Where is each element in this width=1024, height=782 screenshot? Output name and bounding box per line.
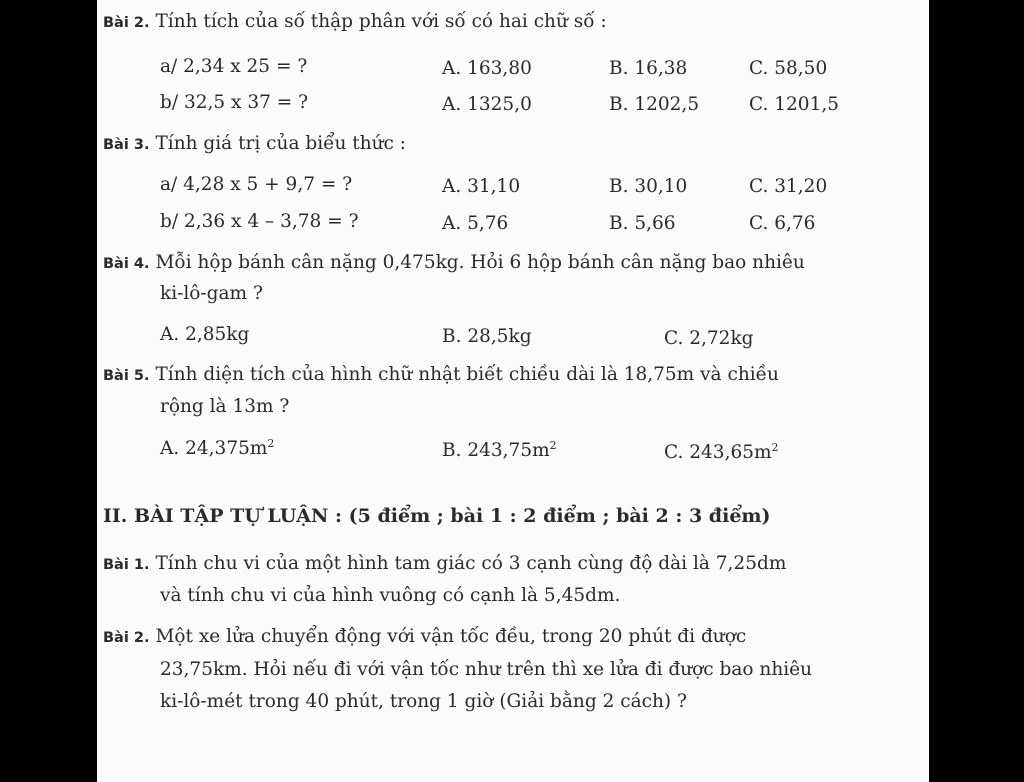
bai4-question-line1 [103, 252, 805, 275]
bai5-option-b-value: B. 243,75m [442, 440, 550, 461]
tl2-label: Bài 2. [103, 630, 150, 646]
bai2-expr-a: a/ 2,34 x 25 = ? [160, 56, 308, 77]
bai5-text: Tính diện tích của hình chữ nhật biết chiều dài là 18,75m và chiều [155, 364, 779, 385]
tl1-label: Bài 1. [103, 557, 150, 573]
bai5-option-c [664, 442, 779, 464]
tl2-question-line2: 23,75km. Hỏi nếu đi với vận tốc như trên thì xe lửa đi được bao nhiêu [160, 659, 813, 680]
bai3-question [103, 133, 406, 156]
tl2-question-line3: ki-lô-mét trong 40 phút, trong 1 giờ (Giải bằng 2 cách) ? [160, 691, 687, 712]
bai4-option-b: B. 28,5kg [442, 326, 532, 347]
bai2a-option-a: A. 163,80 [442, 58, 532, 79]
bai3b-option-b: B. 5,66 [609, 213, 676, 234]
bai5-label: Bài 5. [103, 368, 150, 384]
bai2-expr-b: b/ 32,5 x 37 = ? [160, 92, 309, 113]
bai2b-option-a: A. 1325,0 [442, 94, 532, 115]
bai5-option-c-value: C. 243,65m [664, 442, 772, 463]
bai5-option-b-exp: 2 [549, 438, 557, 452]
bai5-option-a-value: A. 24,375m [160, 438, 268, 459]
bai3b-option-c: C. 6,76 [749, 213, 816, 234]
bai5-option-c-exp: 2 [771, 440, 779, 454]
bai5-question-line1 [103, 364, 779, 387]
bai3-expr-a: a/ 4,28 x 5 + 9,7 = ? [160, 174, 353, 195]
bai2a-option-c: C. 58,50 [749, 58, 828, 79]
tl1-question-line1 [103, 553, 786, 576]
section-2-title: II. BÀI TẬP TỰ LUẬN : (5 điểm ; bài 1 : 2 điểm ; bài 2 : 3 điểm) [103, 505, 771, 527]
bai4-option-a: A. 2,85kg [160, 324, 250, 345]
bai4-text: Mỗi hộp bánh cân nặng 0,475kg. Hỏi 6 hộp bánh cân nặng bao nhiêu [155, 252, 805, 273]
bai3a-option-a: A. 31,10 [442, 176, 521, 197]
tl2-question-line1 [103, 626, 746, 649]
tl1-text: Tính chu vi của một hình tam giác có 3 cạnh cùng độ dài là 7,25dm [155, 553, 787, 574]
bai3-text: Tính giá trị của biểu thức : [155, 133, 407, 154]
bai4-question-line2: ki-lô-gam ? [160, 283, 263, 304]
bai3-expr-b: b/ 2,36 x 4 – 3,78 = ? [160, 211, 359, 232]
bai2-question [103, 11, 607, 34]
bai5-option-a-exp: 2 [267, 436, 275, 450]
bai2-label: Bài 2. [103, 15, 150, 31]
document-page [97, 0, 929, 782]
bai5-option-b [442, 440, 557, 462]
bai3-label: Bài 3. [103, 137, 150, 153]
tl1-question-line2: và tính chu vi của hình vuông có cạnh là 5,45dm. [160, 585, 621, 606]
bai2b-option-c: C. 1201,5 [749, 94, 839, 115]
bai3a-option-c: C. 31,20 [749, 176, 828, 197]
bai5-question-line2: rộng là 13m ? [160, 396, 290, 417]
bai5-option-a [160, 438, 274, 460]
bai4-label: Bài 4. [103, 256, 150, 272]
tl2-text: Một xe lửa chuyển động với vận tốc đều, trong 20 phút đi được [155, 626, 747, 647]
bai2-text: Tính tích của số thập phân với số có hai chữ số : [155, 11, 607, 32]
bai2a-option-b: B. 16,38 [609, 58, 688, 79]
bai2b-option-b: B. 1202,5 [609, 94, 700, 115]
bai4-option-c: C. 2,72kg [664, 328, 754, 349]
bai3b-option-a: A. 5,76 [442, 213, 509, 234]
bai3a-option-b: B. 30,10 [609, 176, 688, 197]
